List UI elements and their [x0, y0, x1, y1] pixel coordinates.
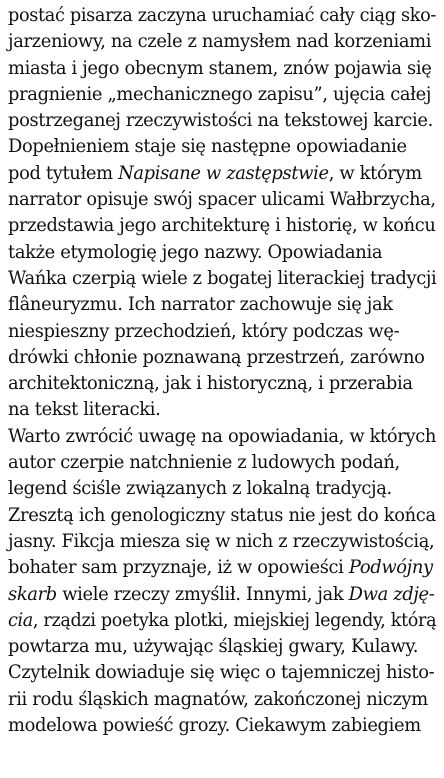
text-line [8, 292, 436, 318]
body-text: powtarza mu, używając śląskiej gwary, Kulawy. [8, 636, 419, 658]
text-line [8, 660, 436, 686]
text-line [8, 608, 437, 634]
body-text: architektoniczną, jak i historyczną, i przerabia [8, 373, 413, 395]
text-line [8, 687, 436, 713]
body-text: legend ściśle związanych z lokalną tradycją. [8, 478, 392, 500]
body-text: flâneuryzmu. Ich narrator zachowuje się jak [8, 294, 393, 316]
body-text: modelowa powieść grozy. Ciekawym zabiegiem [8, 715, 421, 737]
text-line [8, 503, 436, 529]
body-text: pragnienie „mechanicznego zapisu”, ujęcia całej [8, 83, 432, 105]
text-line [8, 529, 436, 555]
text-line [8, 56, 436, 82]
italic-title-text: cia [8, 609, 33, 631]
text-line [8, 187, 436, 213]
italic-title-text: Dwa zdję- [348, 583, 435, 605]
text-line [8, 555, 436, 581]
body-text: bohater sam przyznaje, iż w opowieści [8, 557, 349, 579]
body-text: jarzeniowy, na czele z namysłem nad korzeniami [8, 31, 432, 53]
body-text: drówki chłonie poznawaną przestrzeń, zarówno [8, 346, 425, 368]
text-line [8, 266, 436, 292]
text-line [8, 3, 437, 29]
body-text: jasny. Fikcja miesza się w nich z rzeczywistością, [8, 530, 435, 552]
body-text: wiele rzeczy zmyślił. Innymi, jak [56, 583, 349, 605]
text-line [8, 108, 436, 134]
text-line [8, 29, 436, 55]
body-text: rii rodu śląskich magnatów, zakończonej niczym [8, 688, 428, 710]
body-text: pod tytułem [8, 162, 119, 184]
body-text: narrator opisuje swój spacer ulicami Wałbrzycha, [8, 189, 436, 211]
italic-title-text: Napisane w zastępstwie [118, 162, 329, 184]
text-line [8, 371, 436, 397]
body-text: Dopełnieniem staje się następne opowiadanie [8, 136, 407, 158]
body-text: Zresztą ich genologiczny status nie jest do końca [8, 504, 436, 526]
italic-title-text: skarb [8, 583, 57, 605]
body-text: miasta i jego obecnym stanem, znów pojawia się [8, 57, 432, 79]
body-text: Czytelnik dowiaduje się więc o tajemniczej histo- [8, 662, 435, 684]
text-line [8, 240, 436, 266]
body-text: postać pisarza zaczyna uruchamiać cały ciąg sko- [8, 5, 437, 26]
text-line [8, 82, 436, 108]
text-line [8, 424, 436, 450]
text-line [8, 213, 435, 239]
body-text: autor czerpie natchnienie z ludowych podań, [8, 452, 400, 474]
text-line [8, 476, 436, 502]
text-line [8, 634, 436, 660]
text-line [8, 713, 436, 739]
body-text: , w którym [328, 162, 422, 184]
body-text: Warto zwrócić uwagę na opowiadania, w których [8, 425, 437, 447]
document-page [8, 3, 444, 739]
body-text: postrzeganej rzeczywistości na tekstowej karcie. [8, 110, 433, 132]
text-line [8, 345, 436, 371]
text-line [8, 161, 436, 187]
body-text: także etymologię jego nazwy. Opowiadania [8, 241, 383, 263]
text-line [8, 582, 436, 608]
body-text: niespieszny przechodzień, który podczas wę- [8, 320, 400, 342]
text-line [8, 450, 436, 476]
text-line [8, 134, 436, 160]
text-line [8, 319, 436, 345]
body-text: na tekst literacki. [8, 399, 161, 421]
body-text: Wańka czerpią wiele z bogatej literackiej tradycji [8, 267, 437, 289]
italic-title-text: Podwójny [348, 557, 433, 579]
body-text: , rządzi poetyka plotki, miejskiej legendy, którą [32, 609, 437, 631]
text-line [8, 397, 436, 423]
body-text: przedstawia jego architekturę i historię, w końcu [8, 215, 436, 237]
